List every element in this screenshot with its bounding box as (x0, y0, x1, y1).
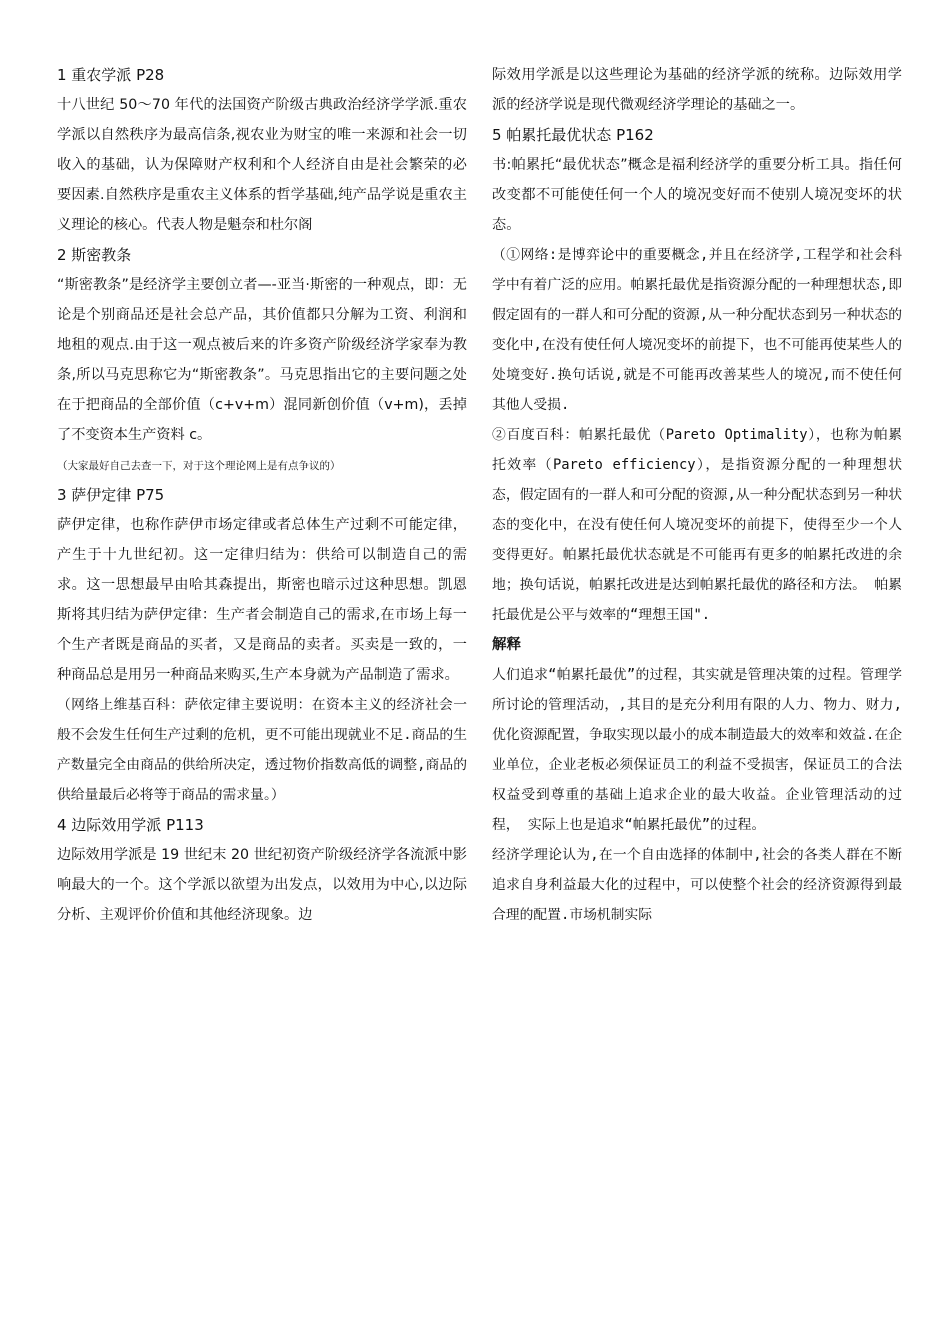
section-note-smith-dogma: （大家最好自己去查一下，对于这个理论网上是有点争议的） (57, 460, 341, 472)
section-body-smith-dogma: “斯密教条”是经济学主要创立者—-亚当·斯密的一种观点，即：无论是个别商品还是社会总产品，其价值都只分解为工资、利润和地租的观点.由于这一观点被后来的许多资产阶级经济学家奉为教条,所以马克思称它为“斯密教条”。马克思指出它的主要问题之处在于把商品的全部价值（c+v+m）混同新创价值（v+m)，丢掉了不变资本生产资料 c。 (57, 277, 467, 443)
section-body-marginal-utility-cont: 际效用学派是以这些理论为基础的经济学派的统称。边际效用学派的经济学说是现代微观经济学理论的基础之一。 (492, 67, 902, 113)
section-heading-marginal-utility: 4 边际效用学派 P113 (57, 816, 204, 834)
section-body-pareto-net1: （①网络:是博弈论中的重要概念,并且在经济学,工程学和社会科学中有着广泛的应用。帕累托最优是指资源分配的一种理想状态,即假定固有的一群人和可分配的资源,从一种分配状态到另一种状态的变化中,在没有使任何人境况变坏的前提下，也不可能再使某些人的处境变好.换句话说,就是不可能再改善某些人的境况,而不使任何其他人受损. (492, 247, 902, 413)
section-body-physiocrats: 十八世纪 50～70 年代的法国资产阶级古典政治经济学学派.重农学派以自然秩序为最高信条,视农业为财宝的唯一来源和社会一切收入的基础，认为保障财产权利和个人经济自由是社会繁荣的必要因素.自然秩序是重农主义体系的哲学基础,纯产品学说是重农主义理论的核心。代表人物是魁奈和杜尔阁 (57, 97, 467, 233)
right-column (492, 60, 902, 930)
section-heading-physiocrats: 1 重农学派 P28 (57, 66, 165, 84)
section-body-says-law: 萨伊定律，也称作萨伊市场定律或者总体生产过剩不可能定律，产生于十九世纪初。这一定律归结为：供给可以制造自己的需求。这一思想最早由哈其森提出，斯密也暗示过这种思想。凯恩斯将其归结为萨伊定律：生产者会制造自己的需求,在市场上每一个生产者既是商品的买者，又是商品的卖者。买卖是一致的，一种商品总是用另一种商品来购买,生产本身就为产品制造了需求。 (57, 517, 467, 683)
section-body-pareto-explain1: 人们追求“帕累托最优”的过程，其实就是管理决策的过程。管理学所讨论的管理活动，,其目的是充分利用有限的人力、物力、财力,优化资源配置，争取实现以最小的成本制造最大的效率和效益.在企业单位，企业老板必须保证员工的利益不受损害，保证员工的合法权益受到尊重的基础上追求企业的最大收益。企业管理活动的过程， 实际上也是追求“帕累托最优”的过程。 (492, 667, 902, 833)
section-body-pareto-net2: ②百度百科：帕累托最优（Pareto Optimality），也称为帕累托效率（Pareto efficiency），是指资源分配的一种理想状态，假定固有的一群人和可分配的资源,从一种分配状态到另一种状态的变化中，在没有使任何人境况变坏的前提下，使得至少一个人变得更好。帕累托最优状态就是不可能再有更多的帕累托改进的余地；换句话说，帕累托改进是达到帕累托最优的路径和方法。 帕累托最优是公平与效率的“理想王国". (492, 427, 902, 623)
left-column (57, 60, 467, 930)
section-heading-smith-dogma: 2 斯密教条 (57, 246, 132, 264)
explain-label: 解释 (492, 637, 521, 653)
section-body-marginal-utility: 边际效用学派是 19 世纪末 20 世纪初资产阶级经济学各流派中影响最大的一个。这个学派以欲望为出发点，以效用为中心,以边际分析、主观评价价值和其他经济现象。边 (57, 847, 467, 923)
section-heading-says-law: 3 萨伊定律 P75 (57, 486, 165, 504)
section-body-pareto-explain2: 经济学理论认为,在一个自由选择的体制中,社会的各类人群在不断追求自身利益最大化的过程中，可以使整个社会的经济资源得到最合理的配置.市场机制实际 (492, 847, 902, 923)
section-wiki-says-law: （网络上维基百科：萨依定律主要说明：在资本主义的经济社会一般不会发生任何生产过剩的危机，更不可能出现就业不足.商品的生产数量完全由商品的供给所决定，透过物价指数高低的调整,商品的供给量最后必将等于商品的需求量。） (57, 697, 467, 803)
section-heading-pareto: 5 帕累托最优状态 P162 (492, 126, 654, 144)
section-body-pareto-book: 书:帕累托“最优状态”概念是福利经济学的重要分析工具。指任何改变都不可能使任何一个人的境况变好而不使别人境况变坏的状态。 (492, 157, 902, 233)
